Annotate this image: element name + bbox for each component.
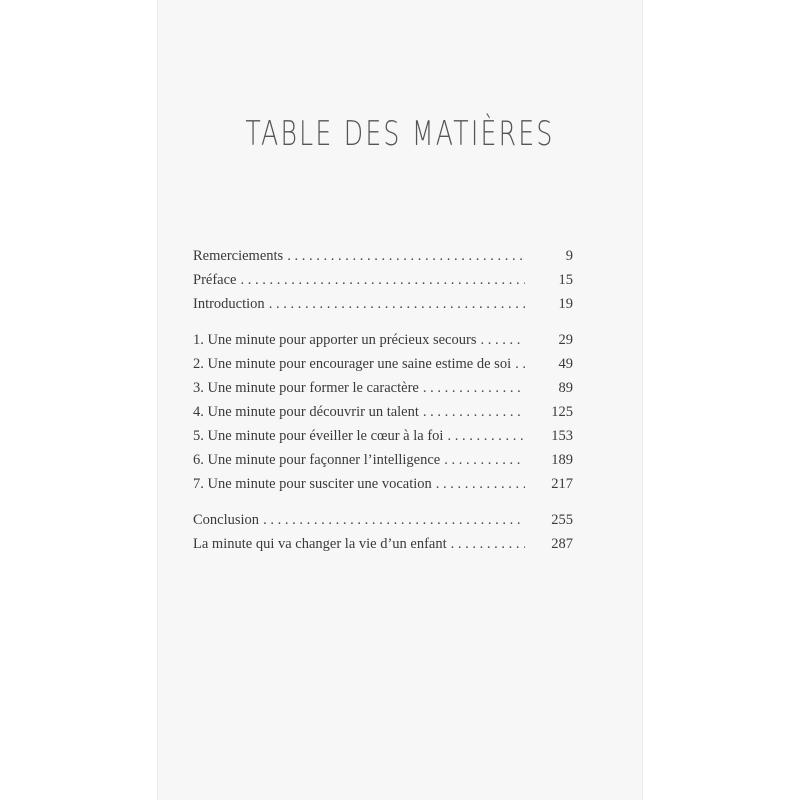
dot-leader: [447, 424, 525, 448]
dot-leader: [515, 352, 525, 376]
book-page: [157, 0, 643, 800]
table-of-contents: [193, 244, 573, 556]
toc-entry-label: 3. Une minute pour former le caractère: [193, 380, 419, 396]
toc-entry-label: La minute qui va changer la vie d’un enfant: [193, 536, 447, 552]
toc-entry-label: Introduction: [193, 296, 265, 312]
dot-leader: [287, 244, 525, 268]
toc-entry-label: 6. Une minute pour façonner l’intelligence: [193, 452, 441, 468]
toc-entry-chapter-3: [193, 376, 573, 400]
toc-entry-page: 153: [551, 428, 573, 444]
toc-entry-introduction: [193, 292, 573, 316]
dot-leader: [423, 400, 525, 424]
toc-entry-chapter-5: [193, 424, 573, 448]
dot-leader: [480, 328, 525, 352]
toc-entry-label: 2. Une minute pour encourager une saine estime de soi: [193, 356, 512, 372]
toc-entry-page: 29: [558, 332, 573, 348]
toc-entry-page: 9: [565, 248, 573, 264]
toc-entry-page: 125: [551, 404, 573, 420]
dot-leader: [240, 268, 525, 292]
toc-entry-page: 49: [558, 356, 573, 372]
toc-entry-page: 287: [551, 536, 573, 552]
toc-entry-page: 19: [558, 296, 573, 312]
toc-entry-label: 5. Une minute pour éveiller le cœur à la foi: [193, 428, 444, 444]
toc-entry-preface: [193, 268, 573, 292]
page-title: TABLE DES MATIÈRES: [245, 114, 555, 154]
front-matter-group: [193, 244, 573, 316]
toc-entry-label: 4. Une minute pour découvrir un talent: [193, 404, 419, 420]
dot-leader: [423, 376, 525, 400]
toc-entry-label: Préface: [193, 272, 237, 288]
chapters-group: [193, 328, 573, 496]
toc-entry-final: [193, 532, 573, 556]
dot-leader: [436, 472, 525, 496]
toc-entry-chapter-7: [193, 472, 573, 496]
dot-leader: [444, 448, 525, 472]
toc-entry-page: 89: [558, 380, 573, 396]
toc-entry-page: 15: [558, 272, 573, 288]
toc-entry-chapter-4: [193, 400, 573, 424]
dot-leader: [263, 508, 525, 532]
toc-entry-conclusion: [193, 508, 573, 532]
toc-entry-label: Remerciements: [193, 248, 284, 264]
toc-entry-remerciements: [193, 244, 573, 268]
toc-entry-label: 1. Une minute pour apporter un précieux secours: [193, 332, 477, 348]
toc-entry-label: 7. Une minute pour susciter une vocation: [193, 476, 432, 492]
toc-entry-page: 217: [551, 476, 573, 492]
dot-leader: [451, 532, 525, 556]
toc-entry-page: 189: [551, 452, 573, 468]
toc-entry-label: Conclusion: [193, 512, 260, 528]
toc-entry-chapter-2: [193, 352, 573, 376]
back-matter-group: [193, 508, 573, 556]
dot-leader: [269, 292, 525, 316]
toc-entry-page: 255: [551, 512, 573, 528]
toc-entry-chapter-6: [193, 448, 573, 472]
toc-entry-chapter-1: [193, 328, 573, 352]
